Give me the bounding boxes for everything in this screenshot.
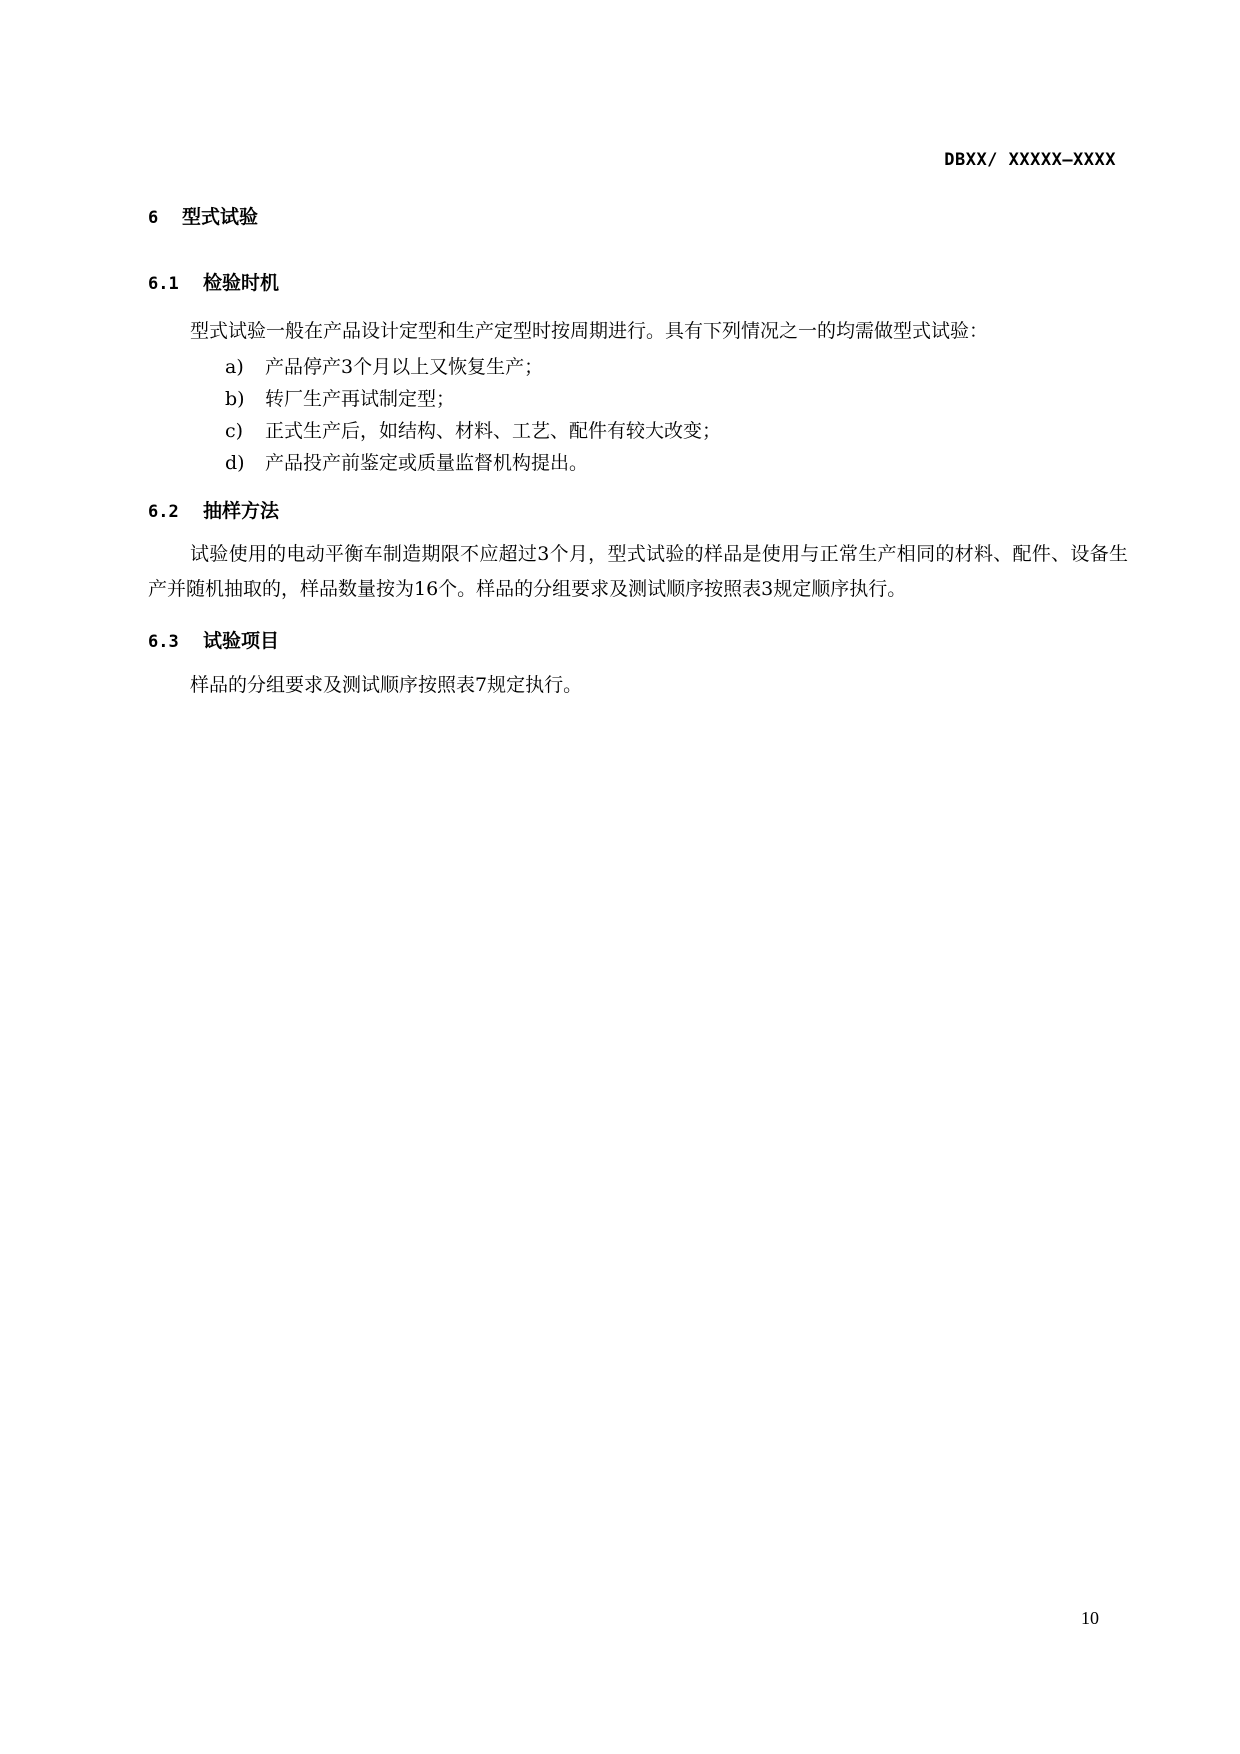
list-text: 产品投产前鉴定或质量监督机构提出。 bbox=[265, 452, 589, 474]
section-number: 6.1 bbox=[148, 274, 179, 294]
section-title: 型式试验 bbox=[182, 206, 259, 228]
section-6-heading bbox=[148, 202, 258, 229]
list-item bbox=[225, 352, 543, 379]
list-item bbox=[225, 448, 588, 475]
list-text: 转厂生产再试制定型； bbox=[265, 388, 456, 410]
section-number: 6.3 bbox=[148, 632, 179, 652]
section-6-3-body: 样品的分组要求及测试顺序按照表7规定执行。 bbox=[190, 674, 583, 696]
section-6-2-heading bbox=[148, 496, 279, 523]
section-number: 6 bbox=[148, 208, 159, 228]
document-code: DBXX/ XXXXX—XXXX bbox=[944, 150, 1116, 170]
list-marker: d) bbox=[225, 452, 245, 474]
list-marker: b) bbox=[225, 388, 245, 410]
list-text: 正式生产后，如结构、材料、工艺、配件有较大改变； bbox=[265, 420, 722, 442]
list-item bbox=[225, 384, 455, 411]
list-marker: c) bbox=[225, 420, 244, 442]
list-item bbox=[225, 416, 721, 443]
section-6-1-intro: 型式试验一般在产品设计定型和生产定型时按周期进行。具有下列情况之一的均需做型式试验： bbox=[190, 320, 989, 342]
section-title: 抽样方法 bbox=[203, 500, 280, 522]
section-6-1-heading bbox=[148, 268, 279, 295]
list-text: 产品停产3个月以上又恢复生产； bbox=[265, 356, 544, 378]
section-title: 检验时机 bbox=[203, 272, 280, 294]
section-6-3-heading bbox=[148, 626, 279, 653]
section-number: 6.2 bbox=[148, 502, 179, 522]
section-6-2-body: 试验使用的电动平衡车制造期限不应超过3个月，型式试验的样品是使用与正常生产相同的材料、配件、设备生产并随机抽取的，样品数量按为16个。样品的分组要求及测试顺序按照表3规定顺序执行。 bbox=[148, 543, 1128, 600]
page-number: 10 bbox=[1081, 1608, 1099, 1628]
section-title: 试验项目 bbox=[203, 630, 280, 652]
list-marker: a) bbox=[225, 356, 244, 378]
